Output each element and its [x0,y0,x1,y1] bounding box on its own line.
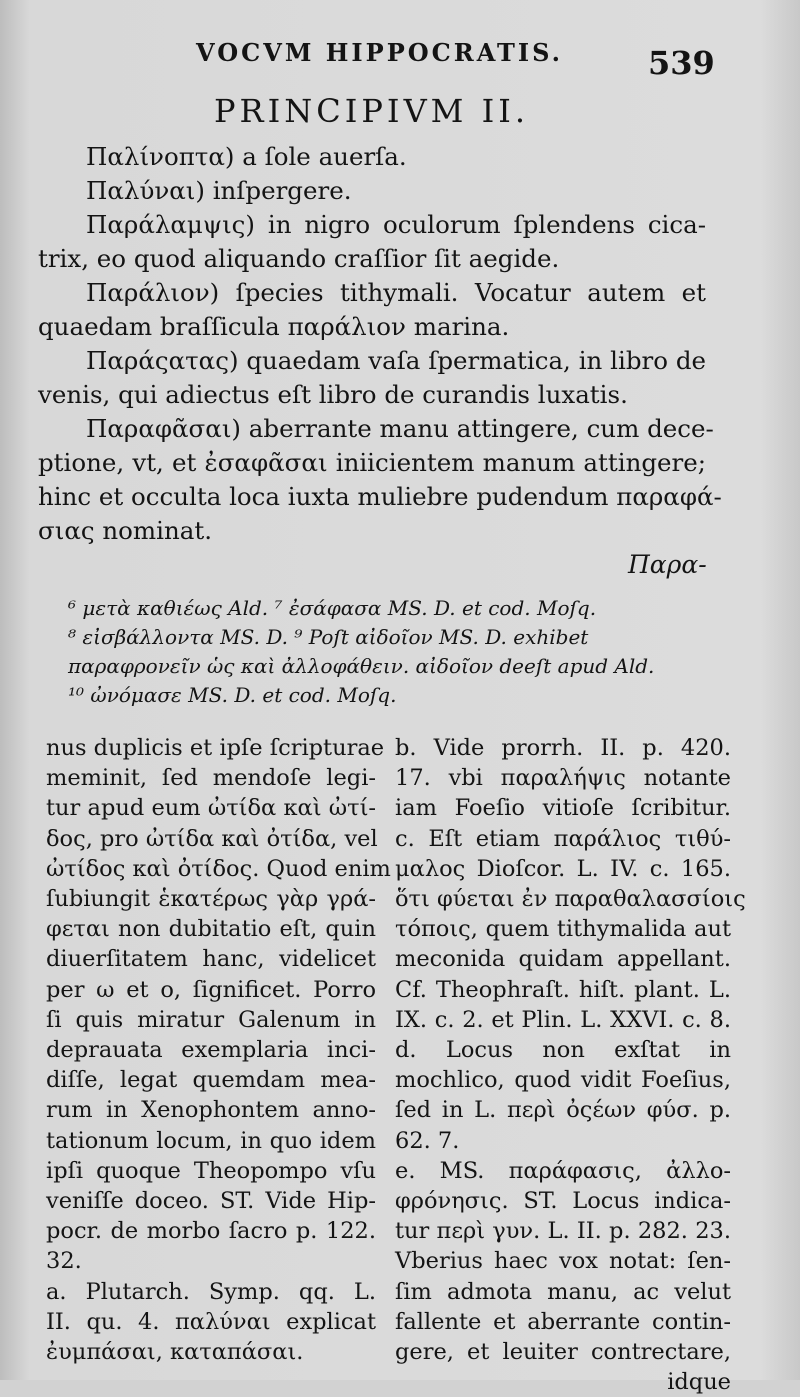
page-number: 539 [648,44,715,82]
entry-line: Παράςατας) quaedam vaſa ſpermatica, in libro de [86,346,706,375]
commentary-line: 32. [46,1248,82,1275]
commentary-line: IX. c. 2. et Plin. L. XXVI. c. 8. [395,1006,731,1033]
commentary-line: b. Vide prorrh. II. p. 420. [395,735,731,761]
glossary-entries [38,140,722,548]
entry-line: Παράλαμψις) in nigro oculorum ſplendens cica- [86,210,706,239]
commentary-line: ſubiungit ἑκατέρως γὰρ γρά- [46,886,376,913]
commentary-line: tur περὶ γυν. L. II. p. 282. 23. [395,1218,731,1245]
glossary-entry [38,276,706,344]
commentary-line: φρόνησις. ST. Locus indica- [395,1188,731,1215]
commentary-line: φεται non dubitatio eſt, quin [46,916,376,943]
commentary-line: deprauata exemplaria inci- [46,1037,376,1064]
commentary-line: d. Locus non exſtat in [395,1037,731,1064]
commentary-line: veniſſe doceo. ST. Vide Hip- [46,1188,376,1215]
entry-line: trix, eo quod aliquando craſſior ſit aegide. [38,244,560,273]
variant-note-line: ⁶ μετὰ καθιέως Ald. ⁷ ἐσάφασα MS. D. et cod. Moſq. [68,596,597,620]
variant-note-line: ⁸ εἰσβάλλοντα MS. D. ⁹ Poſt αἰδοῖον MS. D. exhibet [68,625,589,649]
commentary-line: ipſi quoque Theopompo vſu [46,1157,376,1184]
commentary-line: ὠτίδος καὶ ὀτίδος. Quod enim [46,855,391,882]
commentary-line: meconida quidam appellant. [395,946,731,973]
commentary-line: diſſe, legat quemdam mea- [46,1067,376,1094]
commentary-line: II. qu. 4. παλύναι explicat [46,1308,376,1335]
entry-line: ptione, vt, et ἐσαφᾶσαι iniicientem manum attingere; [38,448,706,477]
commentary-column-right [395,733,746,1397]
catchword: Παρα- [628,550,707,579]
entry-line: venis, qui adiectus eſt libro de curandis luxatis. [38,380,628,409]
commentary-line: iam Foeſio vitioſe ſcribitur. [395,795,731,822]
commentary-line: nus duplicis et ipſe ſcripturae [46,735,385,761]
entry-line: Παλίνοπτα) a ſole auerſa. [86,142,407,171]
commentary-line: meminit, ſed mendoſe legi- [46,765,376,792]
commentary-line: 17. vbi παραλήψις notante [395,765,731,792]
glossary-entry [38,344,706,412]
entry-line: quaedam braſſicula παράλιον marina. [38,312,510,341]
glossary-entry [38,140,706,174]
glossary-entry [38,412,722,548]
commentary-line: ſed in L. περὶ ὀςέων φύσ. p. [395,1097,731,1124]
commentary-line: ſim admota manu, ac velut [395,1278,731,1305]
commentary-column-left [46,733,391,1367]
commentary-line: 62. 7. [395,1127,460,1154]
commentary-line: idque [667,1369,731,1396]
variant-notes [68,594,728,710]
commentary-line: tur apud eum ὠτίδα καὶ ὠτί- [46,795,376,822]
running-header: VOCVM HIPPOCRATIS. [196,38,563,67]
commentary-line: a. Plutarch. Symp. qq. L. [46,1278,376,1305]
commentary-line: per ω et ο, ſignificet. Porro [46,976,376,1003]
commentary-line: pocr. de morbo ſacro p. 122. [46,1218,376,1245]
commentary-line: mochlico, quod vidit Foeſius, [395,1067,731,1094]
commentary-line: Vberius haec vox notat: ſen- [395,1248,731,1275]
entry-line: σιας nominat. [38,516,213,545]
commentary-line: Cf. Theophraſt. hiſt. plant. L. [395,976,731,1003]
commentary-line: diuerſitatem hanc, videlicet [46,946,376,973]
commentary-line: gere, et leuiter contrectare, [395,1339,731,1366]
commentary-line: tationum locum, in quo idem [46,1127,376,1154]
commentary-line: δος, pro ὠτίδα καὶ ὀτίδα, vel [46,825,378,852]
commentary-line: e. MS. παράφασις, ἀλλο- [395,1157,731,1184]
glossary-entry [38,174,706,208]
commentary-line: c. Eſt etiam παράλιος τιθύ- [395,825,731,852]
entry-line: Παραφᾶσαι) aberrante manu attingere, cum dece- [86,414,714,443]
commentary-line: ὅτι φύεται ἐν παραθαλασσίοις [395,886,746,913]
commentary-line: ſi quis miratur Galenum in [46,1006,376,1033]
commentary-line: fallente et aberrante contin- [395,1308,731,1335]
commentary-line: τόποις, quem tithymalida aut [395,916,731,943]
commentary-line: rum in Xenophontem anno- [46,1097,376,1124]
entry-line: Παλύναι) inſpergere. [86,176,352,205]
entry-line: hinc et occulta loca iuxta muliebre pudendum παραφά- [38,482,722,511]
variant-note-line: ¹⁰ ὠνόμασε MS. D. et cod. Moſq. [68,683,397,707]
glossary-entry [38,208,706,276]
section-title: PRINCIPIVM II. [214,92,530,130]
commentary-line: ἐυμπάσαι, καταπάσαι. [46,1339,304,1366]
commentary-line: μαλος Dioſcor. L. IV. c. 165. [395,855,731,882]
entry-line: Παράλιον) ſpecies tithymali. Vocatur autem et [86,278,706,307]
variant-note-line: παραφρονεῖν ὡς καὶ ἀλλοφάθειν. αἰδοῖον deeſt apud Ald. [68,654,655,678]
